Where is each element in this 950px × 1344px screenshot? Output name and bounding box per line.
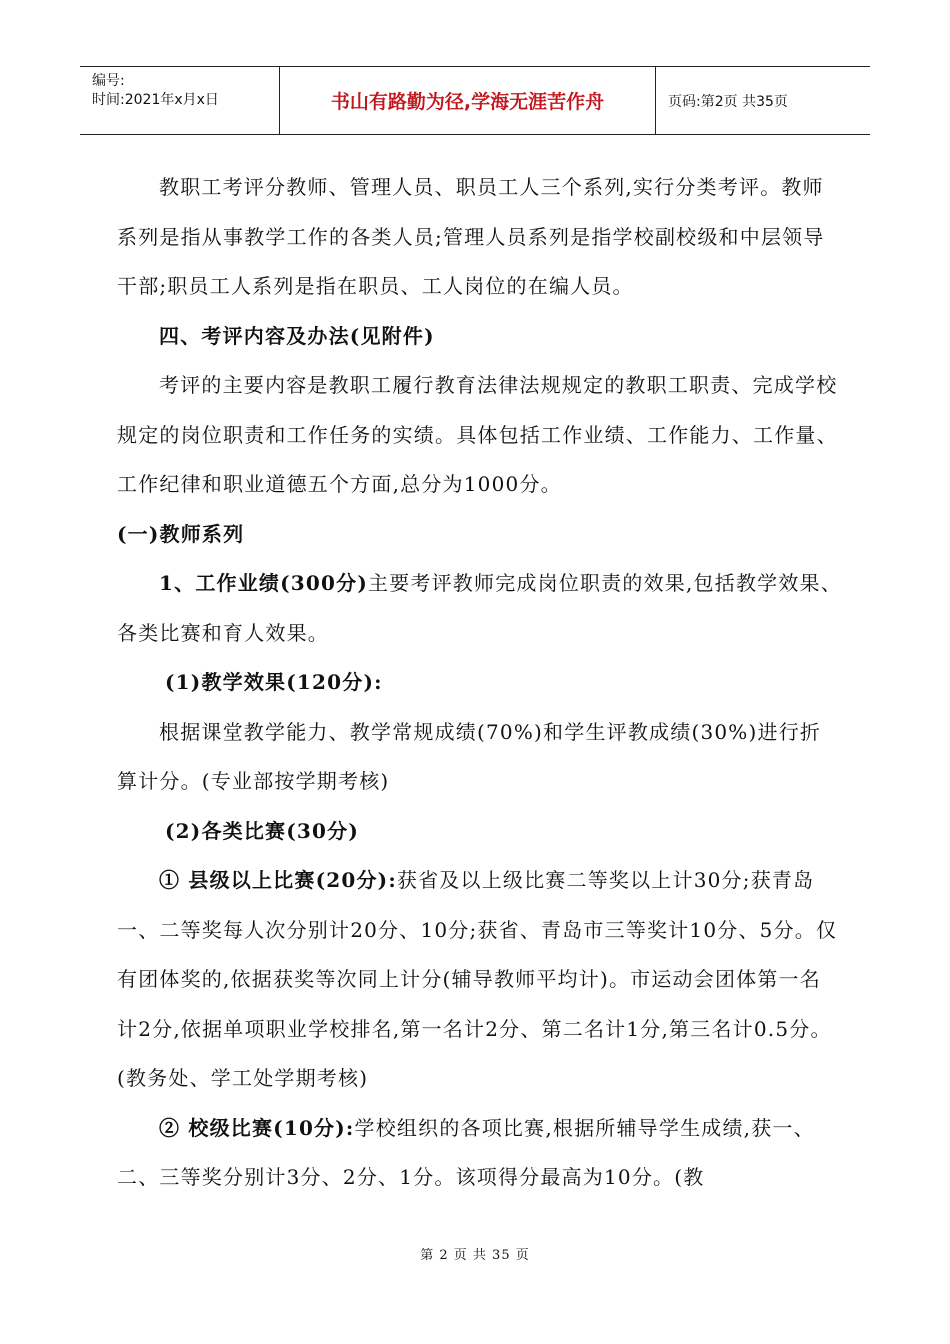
page-header [80, 66, 870, 135]
document-number-label: 编号: [92, 73, 125, 89]
subitem-heading-competitions: (2)各类比赛(30分) [165, 818, 359, 843]
item-text-school-competitions: 学校组织的各项比赛,根据所辅导学生成绩,获一、二、三等奖分别计3分、2分、1分。该项得分最高为10分。(教 [117, 1115, 815, 1189]
subsection-heading-teacher: (一)教师系列 [117, 521, 245, 546]
paragraph-county-competitions [117, 856, 842, 1104]
header-motto: 书山有路勤为径,学海无涯苦作舟 [280, 67, 656, 134]
item-title-school-competitions: ② 校级比赛(10分): [159, 1115, 355, 1140]
paragraph-work-performance [117, 559, 842, 658]
item-title-county-competitions: ① 县级以上比赛(20分): [159, 868, 397, 892]
item-title-work-performance: 1、工作业绩(300分) [159, 571, 368, 595]
item-text-county-competitions: 获省及以上级比赛二等奖以上计30分;获青岛一、二等奖每人次分别计20分、10分;获省、青岛市三等奖计10分、5分。仅有团体奖的,依据获奖等次同上计分(辅导教师平均计)。市运动会团体第一名计2分,依据单项职业学校排名,第一名计2分、第二名计1分,第三名计0.5分。(教务处、学工处学期考核) [117, 868, 838, 1090]
section-heading-4: 四、考评内容及办法(见附件) [159, 323, 435, 348]
paragraph-categories: 教职工考评分教师、管理人员、职员工人三个系列,实行分类考评。教师系列是指从事教学工作的各类人员;管理人员系列是指学校副校级和中层领导干部;职员工人系列是指在职员、工人岗位的在编人员。 [117, 175, 825, 298]
paragraph-school-competitions [117, 1104, 842, 1203]
document-body [117, 163, 842, 1203]
page-footer: 第 2 页 共 35 页 [420, 1248, 530, 1263]
header-page-label: 页码:第2页 共35页 [668, 93, 788, 110]
document-time-label: 时间:2021年x月x日 [92, 92, 219, 108]
paragraph-teaching-effect: 根据课堂教学能力、教学常规成绩(70%)和学生评教成绩(30%)进行折算计分。(专业部按学期考核) [117, 719, 822, 793]
header-meta [80, 67, 280, 134]
item-text-work-performance: 主要考评教师完成岗位职责的效果,包括教学效果、各类比赛和育人效果。 [117, 571, 842, 645]
paragraph-assessment-content: 考评的主要内容是教职工履行教育法律法规规定的教职工职责、完成学校规定的岗位职责和工作任务的实绩。具体包括工作业绩、工作能力、工作量、工作纪律和职业道德五个方面,总分为1000分。 [117, 373, 838, 496]
subitem-heading-teaching-effect: (1)教学效果(120分): [165, 670, 383, 694]
